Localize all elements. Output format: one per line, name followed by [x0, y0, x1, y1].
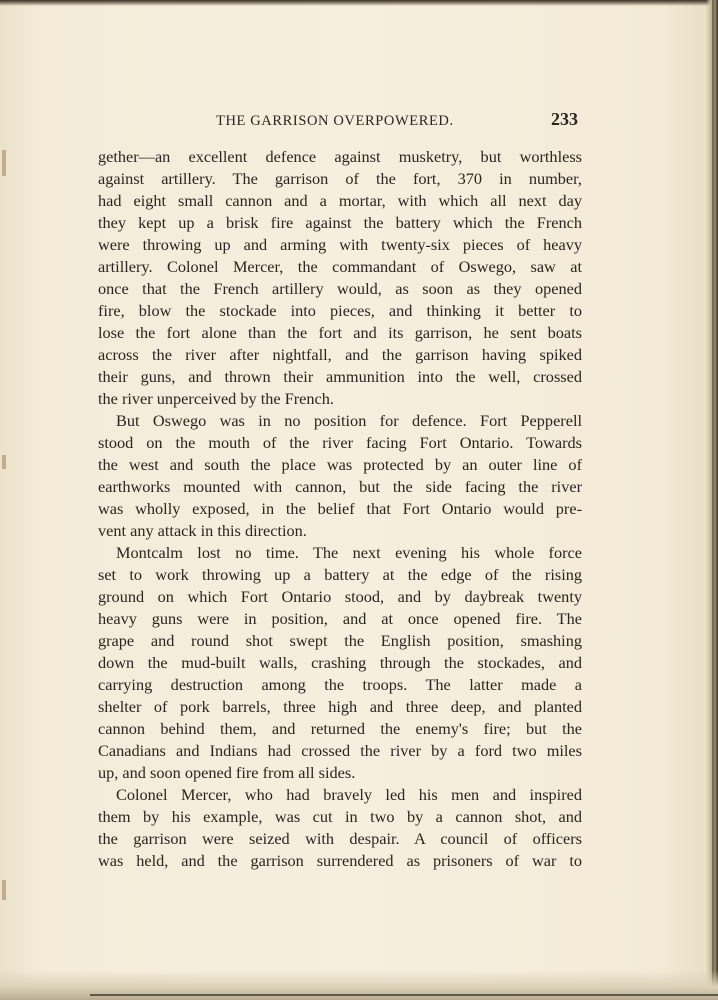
text-line: cannon behind them, and returned the enemy's fire; but the — [98, 719, 582, 738]
text-line: artillery. Colonel Mercer, the commandant of Oswego, saw at — [98, 257, 582, 276]
text-line: were throwing up and arming with twenty-six pieces of heavy — [98, 235, 582, 254]
text-line: across the river after nightfall, and the garrison having spiked — [98, 345, 582, 364]
text-line: the garrison were seized with despair. A council of officers — [98, 829, 582, 848]
text-line: stood on the mouth of the river facing Fort Ontario. Towards — [98, 433, 582, 452]
text-line: against artillery. The garrison of the fort, 370 in number, — [98, 169, 582, 188]
text-line: grape and round shot swept the English position, smashing — [98, 631, 582, 650]
text-line: carrying destruction among the troops. The latter made a — [98, 675, 582, 694]
text-line: once that the French artillery would, as soon as they opened — [98, 279, 582, 298]
text-line: But Oswego was in no position for defence. Fort Pepperell — [116, 411, 582, 430]
text-line: ground on which Fort Ontario stood, and by daybreak twenty — [98, 587, 582, 606]
text-line: set to work throwing up a battery at the edge of the rising — [98, 565, 582, 584]
text-line: down the mud-built walls, crashing through the stockades, and — [98, 653, 582, 672]
text-line: fire, blow the stockade into pieces, and thinking it better to — [98, 301, 582, 320]
text-line: Canadians and Indians had crossed the river by a ford two miles — [98, 741, 582, 760]
margin-stain-mark — [2, 880, 6, 900]
text-line: the west and south the place was protected by an outer line of — [98, 455, 582, 474]
text-line: Colonel Mercer, who had bravely led his men and inspired — [116, 785, 582, 804]
text-line: their guns, and thrown their ammunition into the well, crossed — [98, 367, 582, 386]
text-line: had eight small cannon and a mortar, with which all next day — [98, 191, 582, 210]
margin-stain-mark — [2, 455, 6, 469]
text-line: was wholly exposed, in the belief that Fort Ontario would pre- — [98, 499, 582, 518]
text-line: heavy guns were in position, and at once opened fire. The — [98, 609, 582, 628]
text-line: gether—an excellent defence against musketry, but worthless — [98, 147, 582, 166]
running-title: THE GARRISON OVERPOWERED. — [216, 113, 454, 129]
text-line: shelter of pork barrels, three high and three deep, and planted — [98, 697, 582, 716]
text-line: them by his example, was cut in two by a cannon shot, and — [98, 807, 582, 826]
text-line: up, and soon opened fire from all sides. — [98, 763, 356, 782]
text-line: vent any attack in this direction. — [98, 521, 307, 540]
text-line: the river unperceived by the French. — [98, 389, 334, 408]
text-line: Montcalm lost no time. The next evening his whole force — [116, 543, 582, 562]
page-bottom-line — [90, 994, 718, 996]
text-line: was held, and the garrison surrendered as prisoners of war to — [98, 851, 582, 870]
text-line: earthworks mounted with cannon, but the side facing the river — [98, 477, 582, 496]
body-text — [98, 146, 582, 872]
running-header — [98, 109, 582, 135]
page-binding-line — [712, 0, 714, 1000]
page-number: 233 — [551, 109, 578, 129]
page-top-shadow — [0, 0, 718, 6]
margin-stain-mark — [2, 150, 6, 176]
text-line: they kept up a brisk fire against the battery which the French — [98, 213, 582, 232]
text-line: lose the fort alone than the fort and its garrison, he sent boats — [98, 323, 582, 342]
